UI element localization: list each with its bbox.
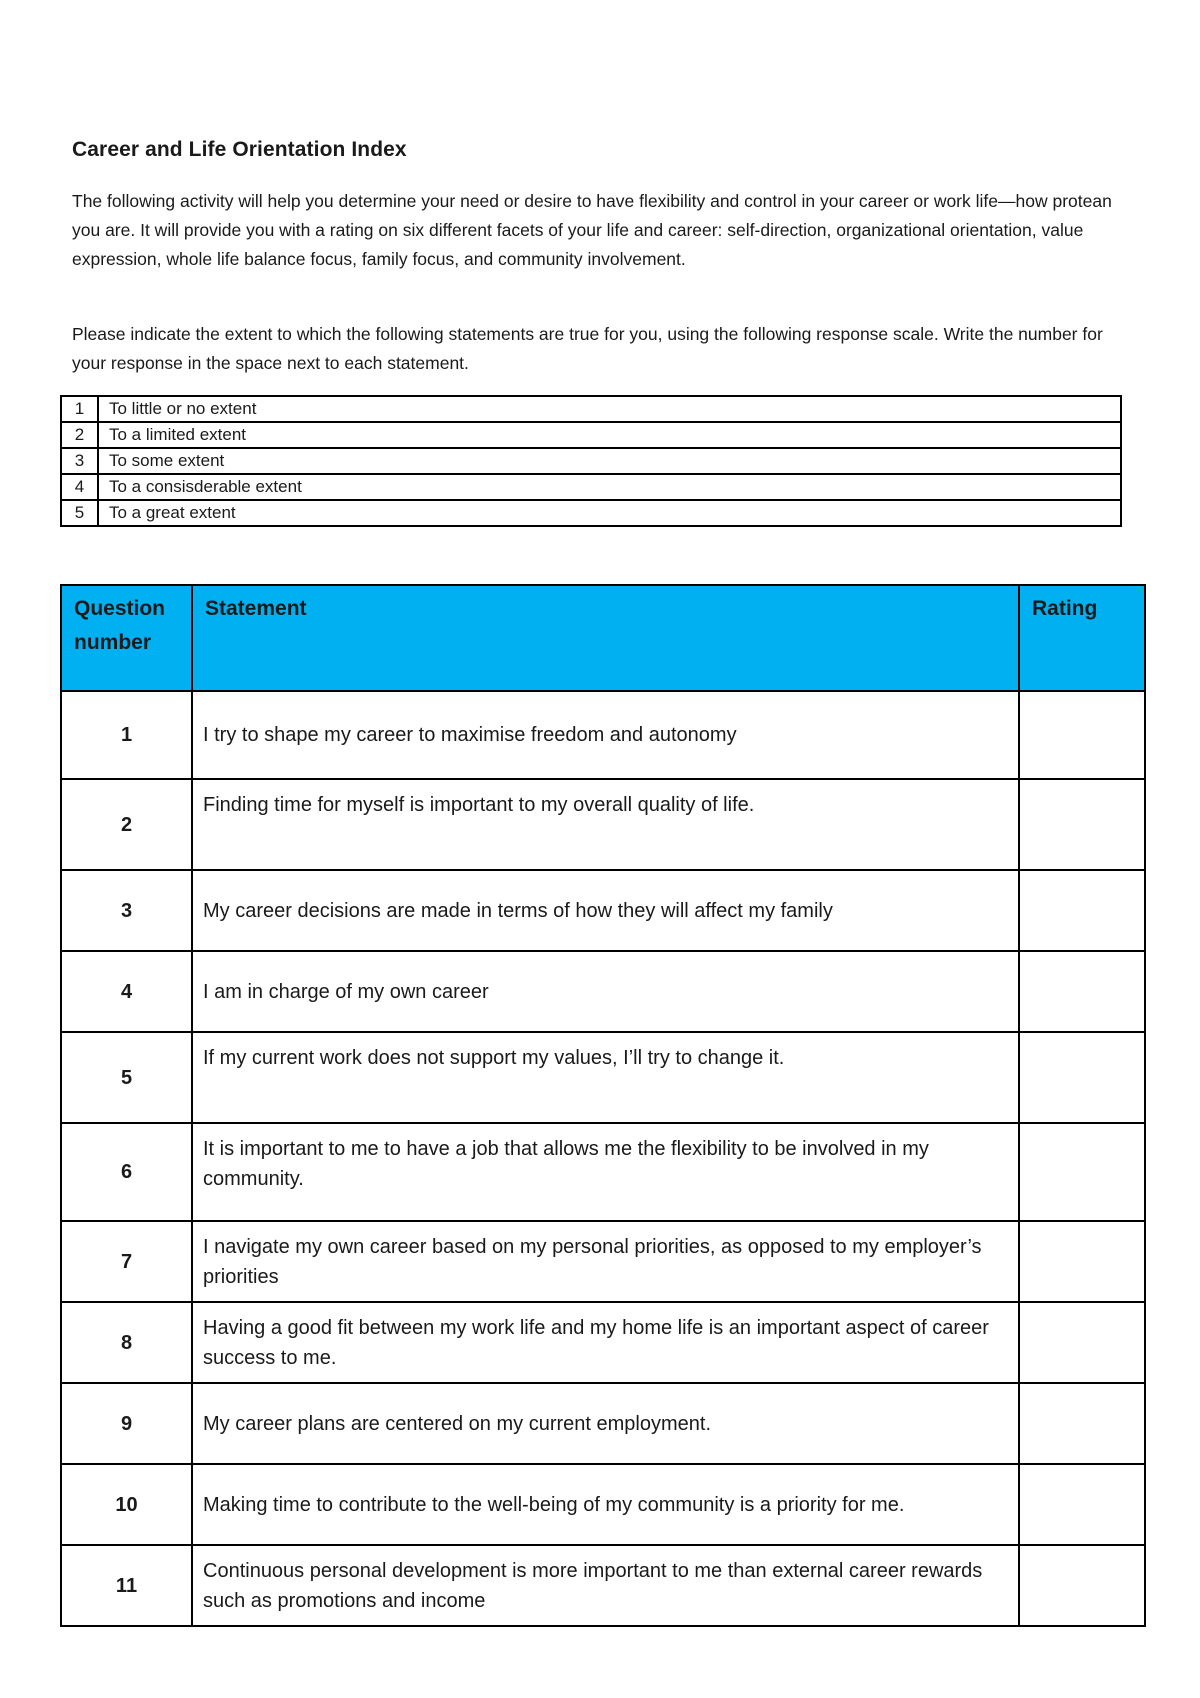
question-number: 10: [61, 1464, 192, 1545]
table-row: [61, 1032, 1145, 1123]
document-title: Career and Life Orientation Index: [72, 138, 407, 161]
question-statement: I am in charge of my own career: [192, 951, 1019, 1032]
table-row: [61, 1123, 1145, 1221]
scale-row: [61, 422, 1121, 448]
question-number: 9: [61, 1383, 192, 1464]
response-scale-table: [60, 395, 1122, 527]
rating-cell[interactable]: [1019, 951, 1145, 1032]
table-row: [61, 1302, 1145, 1383]
header-question-number: Question number: [61, 585, 192, 691]
question-statement: If my current work does not support my values, I’ll try to change it.: [192, 1032, 1019, 1123]
question-number: 7: [61, 1221, 192, 1302]
scale-value: 1: [61, 396, 98, 422]
rating-cell[interactable]: [1019, 1302, 1145, 1383]
question-number: 3: [61, 870, 192, 951]
scale-value: 3: [61, 448, 98, 474]
question-statement: I try to shape my career to maximise freedom and autonomy: [192, 691, 1019, 779]
rating-cell[interactable]: [1019, 1464, 1145, 1545]
rating-cell[interactable]: [1019, 1545, 1145, 1626]
question-statement: My career plans are centered on my current employment.: [192, 1383, 1019, 1464]
rating-cell[interactable]: [1019, 691, 1145, 779]
rating-cell[interactable]: [1019, 1032, 1145, 1123]
question-statement: I navigate my own career based on my personal priorities, as opposed to my employer’s priorities: [192, 1221, 1019, 1302]
table-row: [61, 951, 1145, 1032]
header-rating: Rating: [1019, 585, 1145, 691]
table-row: [61, 779, 1145, 870]
table-row: [61, 870, 1145, 951]
question-number: 6: [61, 1123, 192, 1221]
rating-cell[interactable]: [1019, 870, 1145, 951]
rating-cell[interactable]: [1019, 1221, 1145, 1302]
scale-row: [61, 500, 1121, 526]
scale-label: To little or no extent: [98, 396, 1121, 422]
table-row: [61, 1383, 1145, 1464]
question-number: 2: [61, 779, 192, 870]
question-number: 1: [61, 691, 192, 779]
header-statement: Statement: [192, 585, 1019, 691]
table-header-row: [61, 585, 1145, 691]
rating-cell[interactable]: [1019, 1383, 1145, 1464]
scale-row: [61, 448, 1121, 474]
scale-label: To some extent: [98, 448, 1121, 474]
question-number: 11: [61, 1545, 192, 1626]
table-row: [61, 1545, 1145, 1626]
scale-label: To a limited extent: [98, 422, 1121, 448]
question-number: 8: [61, 1302, 192, 1383]
questions-table: [60, 584, 1146, 1627]
question-statement: My career decisions are made in terms of how they will affect my family: [192, 870, 1019, 951]
scale-value: 4: [61, 474, 98, 500]
question-statement: Making time to contribute to the well-being of my community is a priority for me.: [192, 1464, 1019, 1545]
instructions-paragraph: Please indicate the extent to which the following statements are true for you, using the following response scale. Write the number for your response in the space next to each statement.: [72, 324, 1103, 373]
table-row: [61, 1464, 1145, 1545]
question-number: 4: [61, 951, 192, 1032]
rating-cell[interactable]: [1019, 1123, 1145, 1221]
question-statement: Having a good fit between my work life and my home life is an important aspect of career success to me.: [192, 1302, 1019, 1383]
scale-label: To a consisderable extent: [98, 474, 1121, 500]
table-row: [61, 691, 1145, 779]
scale-row: [61, 396, 1121, 422]
scale-row: [61, 474, 1121, 500]
rating-cell[interactable]: [1019, 779, 1145, 870]
table-row: [61, 1221, 1145, 1302]
question-number: 5: [61, 1032, 192, 1123]
intro-paragraph: The following activity will help you determine your need or desire to have flexibility and control in your career or work life—how protean you are. It will provide you with a rating on six different facets of your life and career: self-direction, organizational orientation, value expression, whole life balance focus, family focus, and community involvement.: [72, 191, 1112, 269]
question-statement: It is important to me to have a job that allows me the flexibility to be involved in my community.: [192, 1123, 1019, 1221]
question-statement: Continuous personal development is more important to me than external career rewards such as promotions and income: [192, 1545, 1019, 1626]
scale-value: 5: [61, 500, 98, 526]
scale-label: To a great extent: [98, 500, 1121, 526]
scale-value: 2: [61, 422, 98, 448]
question-statement: Finding time for myself is important to my overall quality of life.: [192, 779, 1019, 870]
